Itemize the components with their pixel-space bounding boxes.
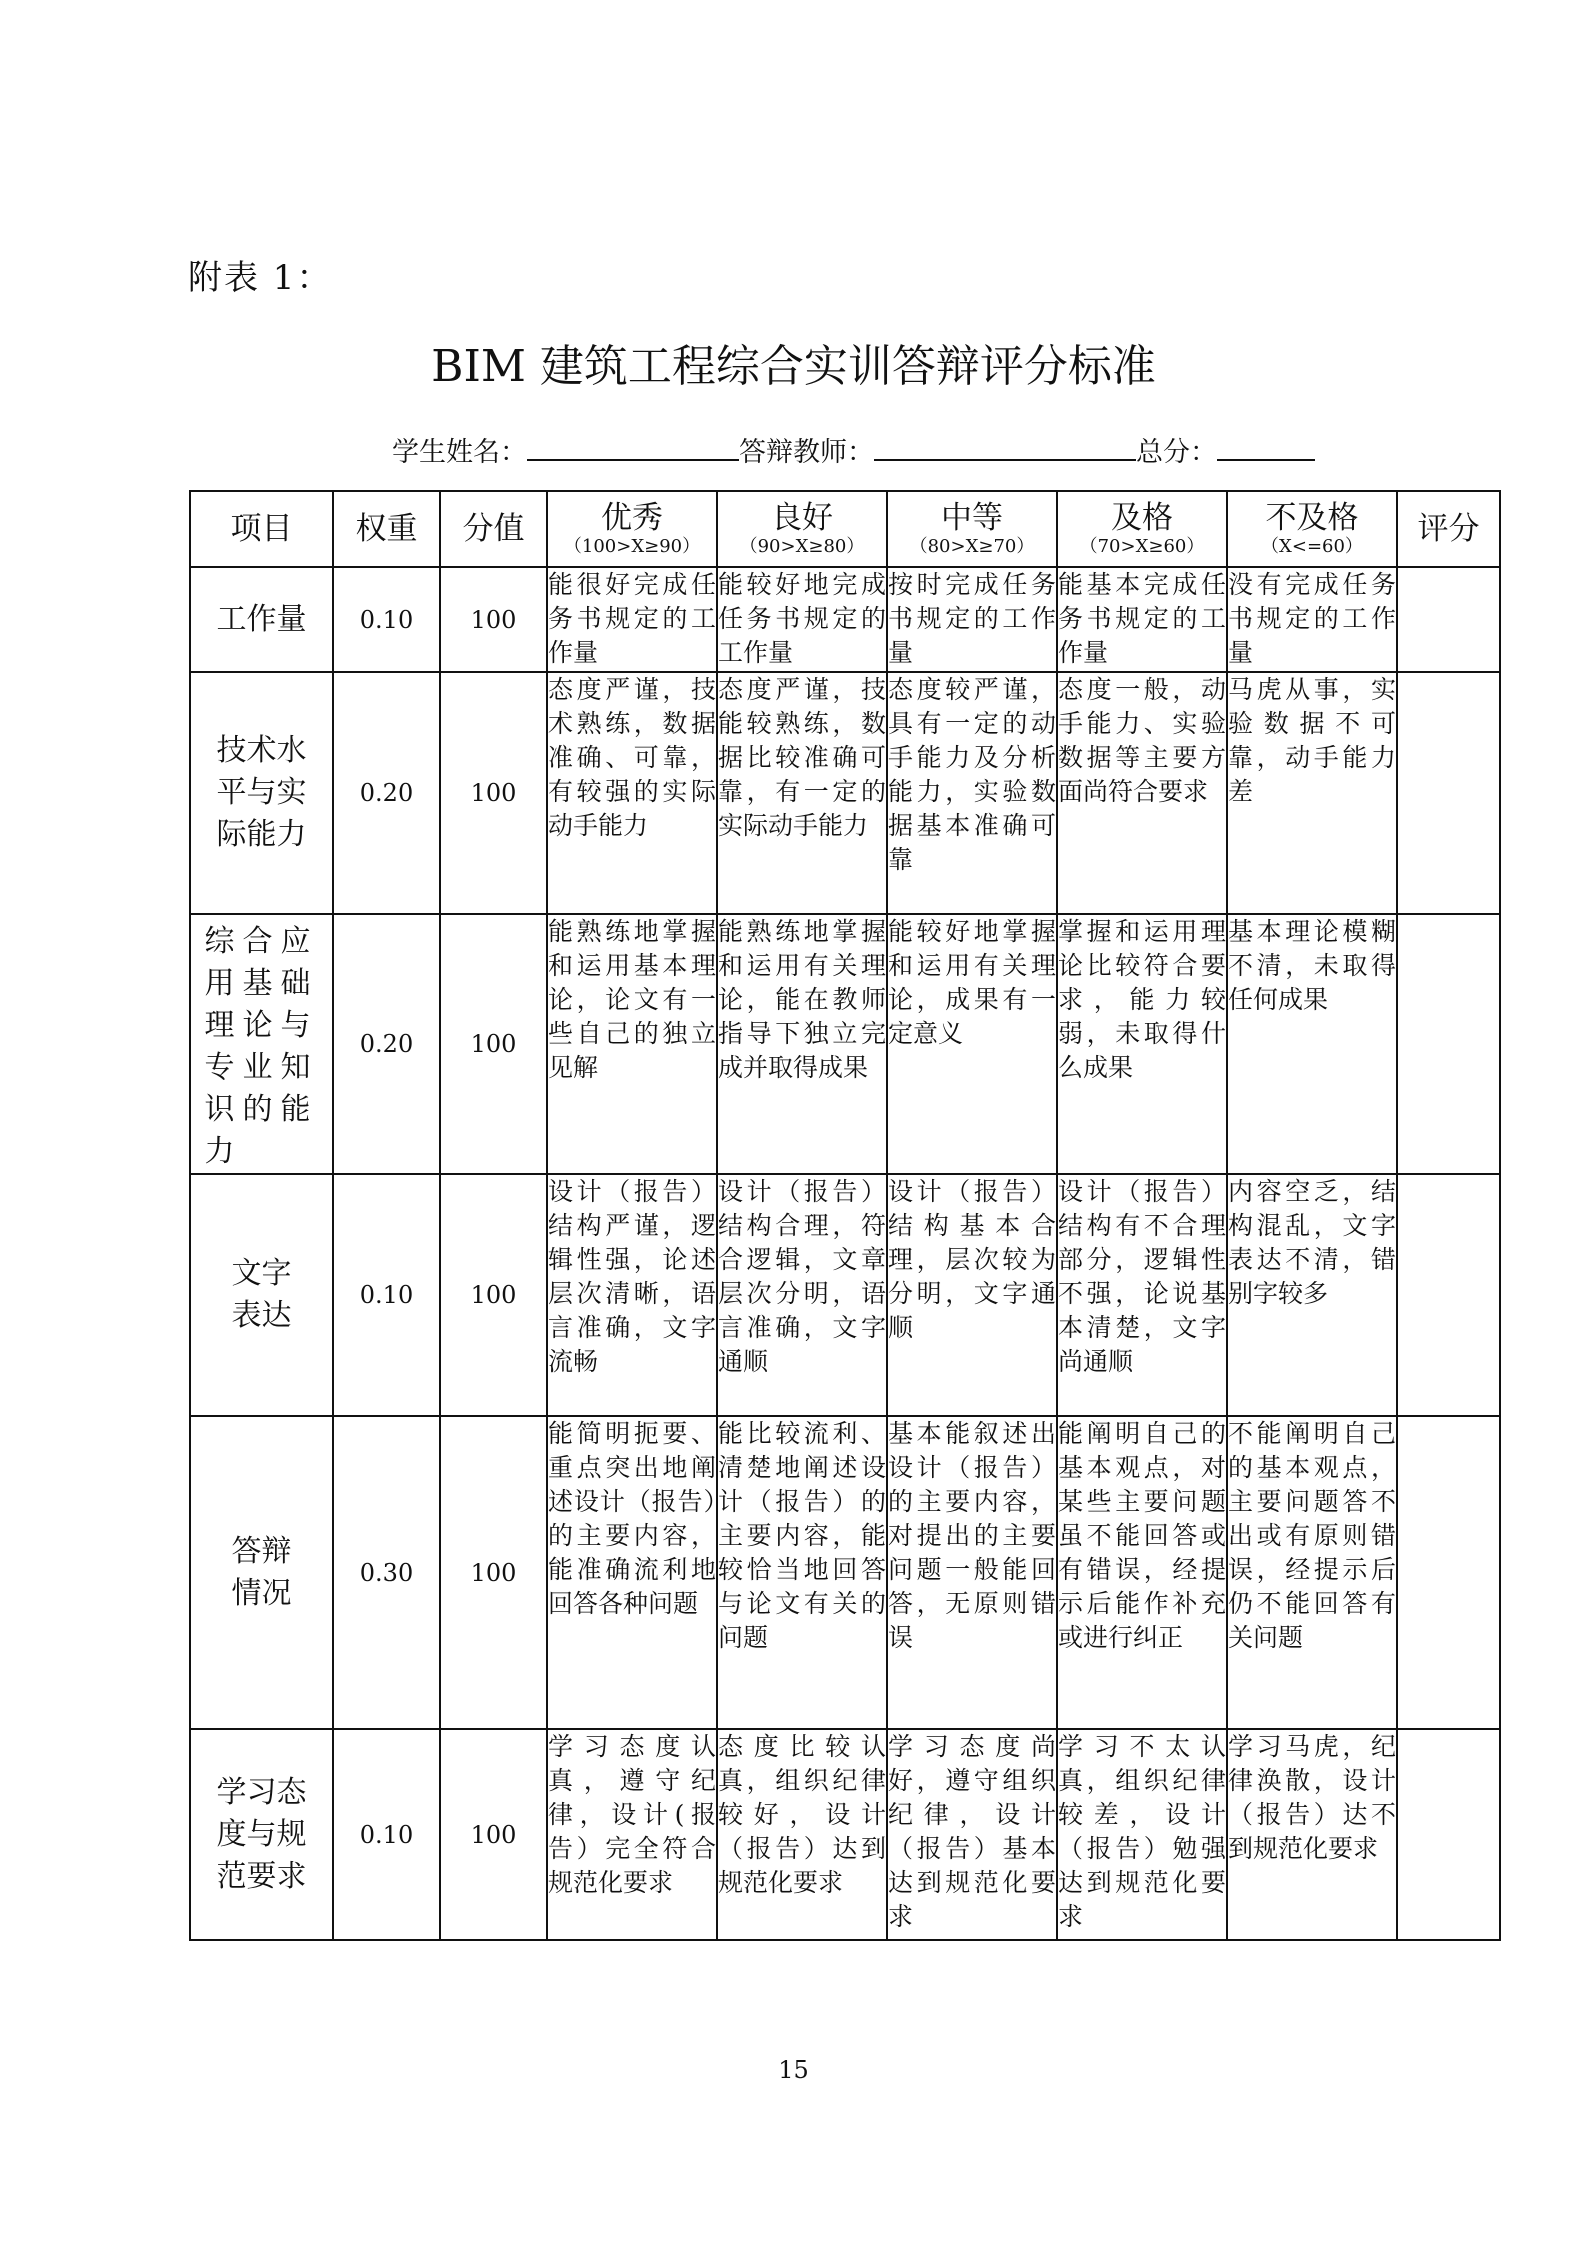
good-cell: 设计（报告）结构合理，符合逻辑，文章层次分明，语言准确，文字通顺: [717, 1174, 887, 1416]
student-name-label: 学生姓名：: [392, 437, 527, 468]
total-score-blank[interactable]: [1217, 433, 1315, 461]
rating-cell[interactable]: [1397, 1729, 1500, 1940]
table-row: [190, 567, 1500, 672]
medium-cell: 学习态度尚好，遵守组织纪律，设计（报告）基本达到规范化要求: [887, 1729, 1057, 1940]
excellent-cell: 学习态度认真，遵守纪律，设计(报告）完全符合规范化要求: [547, 1729, 717, 1940]
total-score-label: 总分：: [1136, 437, 1217, 468]
weight-cell: 0.10: [333, 1729, 440, 1940]
item-cell: 工作量: [190, 567, 333, 672]
excellent-cell: 态度严谨，技术熟练，数据准确、可靠，有较强的实际动手能力: [547, 672, 717, 914]
score-cell: 100: [440, 1174, 547, 1416]
fail-cell: 基本理论模糊不清，未取得任何成果: [1227, 914, 1397, 1174]
weight-cell: 0.20: [333, 914, 440, 1174]
table-row: [190, 1174, 1500, 1416]
medium-cell: 能较好地掌握和运用有关理论，成果有一定意义: [887, 914, 1057, 1174]
good-cell: 态度比较认真，组织纪律较好，设计（报告）达到规范化要求: [717, 1729, 887, 1940]
pass-cell: 学习不太认真，组织纪律较差，设计（报告）勉强达到规范化要求: [1057, 1729, 1227, 1940]
rating-cell[interactable]: [1397, 567, 1500, 672]
medium-cell: 按时完成任务书规定的工作量: [887, 567, 1057, 672]
item-cell: 答辩情况: [190, 1416, 333, 1729]
teacher-blank[interactable]: [874, 433, 1136, 461]
pass-cell: 掌握和运用理论比较符合要求，能力较弱，未取得什么成果: [1057, 914, 1227, 1174]
header-medium: 中等 （80>X≥70）: [887, 491, 1057, 567]
table-header-row: [190, 491, 1500, 567]
good-cell: 能较好地完成任务书规定的工作量: [717, 567, 887, 672]
weight-cell: 0.30: [333, 1416, 440, 1729]
excellent-cell: 能熟练地掌握和运用基本理论，论文有一些自己的独立见解: [547, 914, 717, 1174]
header-score: 分值: [440, 491, 547, 567]
header-rating: 评分: [1397, 491, 1500, 567]
fail-cell: 不能阐明自己的基本观点，主要问题答不出或有原则错误，经提示后仍不能回答有关问题: [1227, 1416, 1397, 1729]
pass-cell: 能阐明自己的基本观点，对某些主要问题虽不能回答或有错误，经提示后能作补充或进行纠正: [1057, 1416, 1227, 1729]
rating-cell[interactable]: [1397, 914, 1500, 1174]
weight-cell: 0.10: [333, 1174, 440, 1416]
good-cell: 态度严谨，技能较熟练，数据比较准确可靠，有一定的实际动手能力: [717, 672, 887, 914]
table-row: [190, 1729, 1500, 1940]
excellent-cell: 能很好完成任务书规定的工作量: [547, 567, 717, 672]
weight-cell: 0.20: [333, 672, 440, 914]
score-cell: 100: [440, 914, 547, 1174]
header-weight: 权重: [333, 491, 440, 567]
item-cell: 学习态度与规范要求: [190, 1729, 333, 1940]
header-item: 项目: [190, 491, 333, 567]
student-name-blank[interactable]: [527, 433, 739, 461]
table-row: [190, 1416, 1500, 1729]
excellent-cell: 能简明扼要、重点突出地阐述设计（报告）的主要内容，能准确流利地回答各种问题: [547, 1416, 717, 1729]
rating-cell[interactable]: [1397, 672, 1500, 914]
header-pass: 及格 （70>X≥60）: [1057, 491, 1227, 567]
document-title: BIM 建筑工程综合实训答辩评分标准: [431, 341, 1156, 392]
page-number: 15: [778, 2056, 809, 2084]
fail-cell: 没有完成任务书规定的工作量: [1227, 567, 1397, 672]
info-line: [392, 430, 1315, 469]
header-good: 良好 （90>X≥80）: [717, 491, 887, 567]
score-cell: 100: [440, 567, 547, 672]
medium-cell: 基本能叙述出设计（报告）的主要内容，对提出的主要问题一般能回答，无原则错误: [887, 1416, 1057, 1729]
fail-cell: 学习马虎，纪律涣散，设计（报告）达不到规范化要求: [1227, 1729, 1397, 1940]
pass-cell: 能基本完成任务书规定的工作量: [1057, 567, 1227, 672]
good-cell: 能熟练地掌握和运用有关理论，能在教师指导下独立完成并取得成果: [717, 914, 887, 1174]
header-excellent: 优秀 （100>X≥90）: [547, 491, 717, 567]
item-cell: 技术水平与实际能力: [190, 672, 333, 914]
rating-cell[interactable]: [1397, 1416, 1500, 1729]
table-row: [190, 914, 1500, 1174]
scoring-table: [189, 490, 1501, 1941]
pass-cell: 态度一般，动手能力、实验数据等主要方面尚符合要求: [1057, 672, 1227, 914]
header-fail: 不及格 （X<=60）: [1227, 491, 1397, 567]
teacher-label: 答辩教师：: [739, 437, 874, 468]
medium-cell: 设计（报告）结构基本合理，层次较为分明，文字通顺: [887, 1174, 1057, 1416]
medium-cell: 态度较严谨，具有一定的动手能力及分析能力，实验数据基本准确可靠: [887, 672, 1057, 914]
fail-cell: 马虎从事，实验数据不可靠，动手能力差: [1227, 672, 1397, 914]
pass-cell: 设计（报告）结构有不合理部分，逻辑性不强，论说基本清楚，文字尚通顺: [1057, 1174, 1227, 1416]
appendix-label: 附表 1：: [188, 258, 333, 298]
fail-cell: 内容空乏，结构混乱，文字表达不清，错别字较多: [1227, 1174, 1397, 1416]
excellent-cell: 设计（报告）结构严谨，逻辑性强，论述层次清晰，语言准确，文字流畅: [547, 1174, 717, 1416]
table-row: [190, 672, 1500, 914]
item-cell: 综合应用基础理论与专业知识的能力: [190, 914, 333, 1174]
score-cell: 100: [440, 1729, 547, 1940]
weight-cell: 0.10: [333, 567, 440, 672]
good-cell: 能比较流利、清楚地阐述设计（报告）的主要内容，能较恰当地回答与论文有关的问题: [717, 1416, 887, 1729]
rating-cell[interactable]: [1397, 1174, 1500, 1416]
item-cell: 文字表达: [190, 1174, 333, 1416]
score-cell: 100: [440, 1416, 547, 1729]
score-cell: 100: [440, 672, 547, 914]
